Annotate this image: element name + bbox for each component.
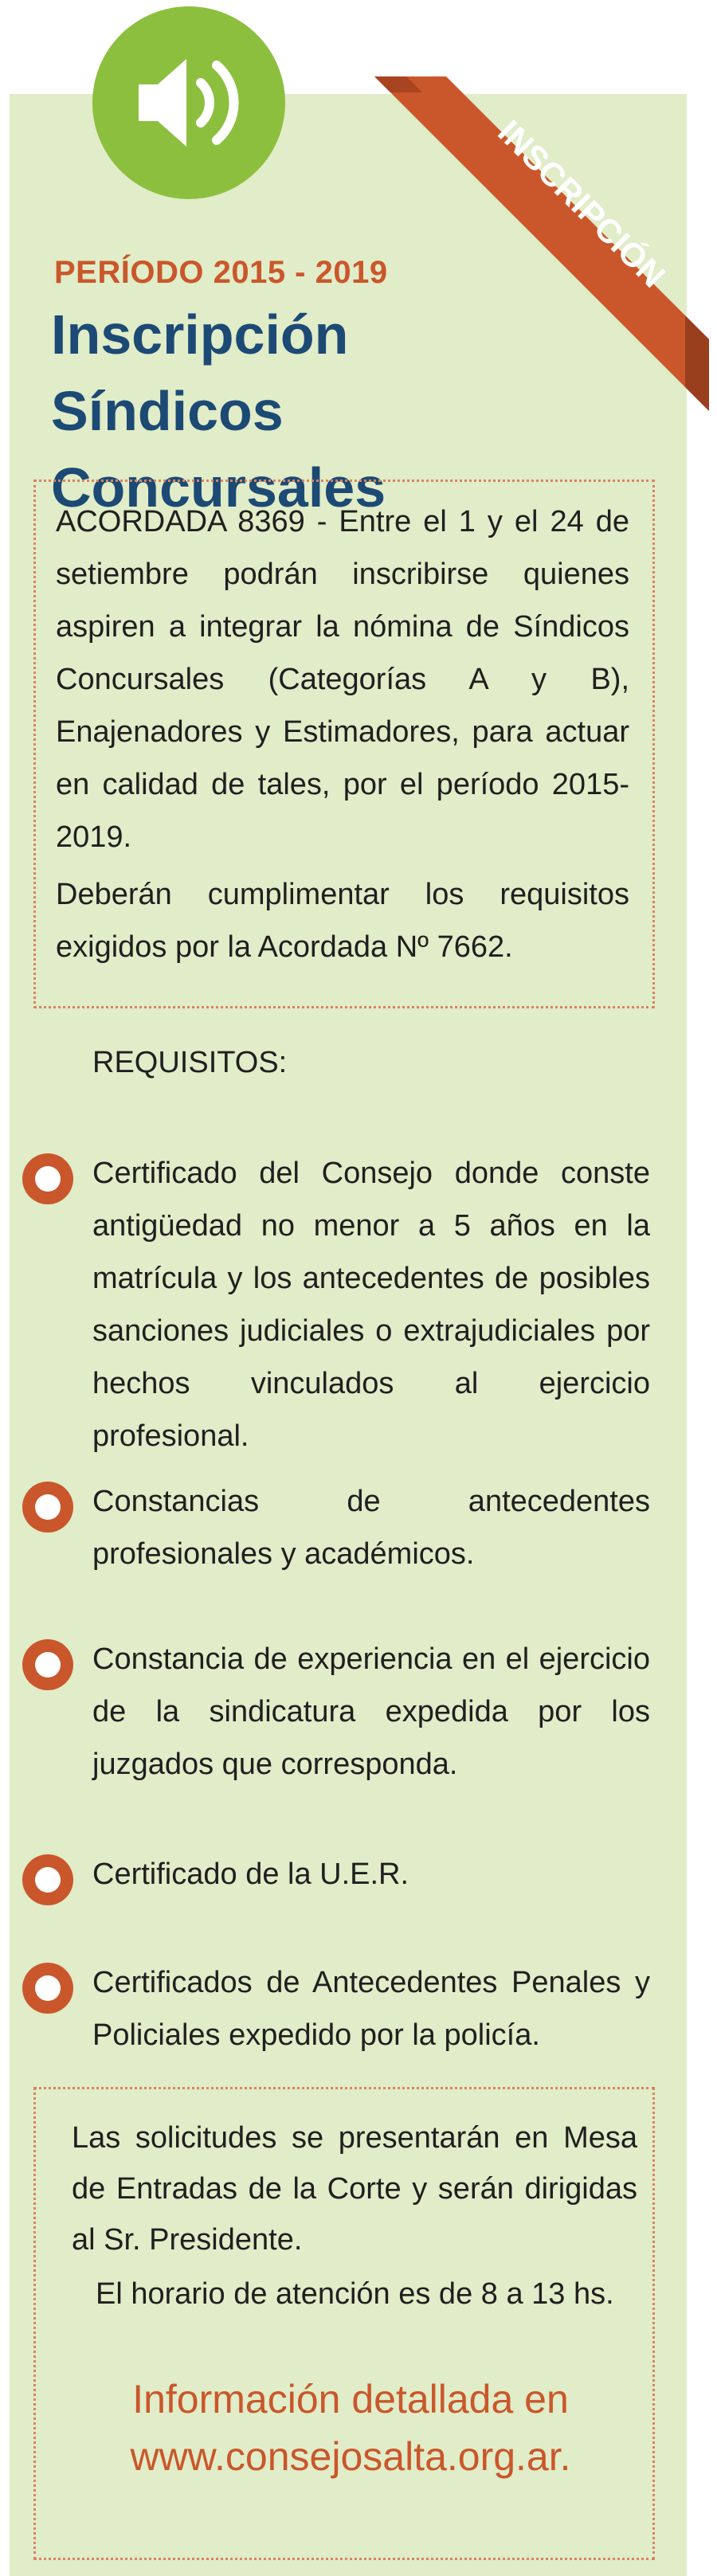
intro-paragraph-1: ACORDADA 8369 - Entre el 1 y el 24 de setiembre podrán inscribirse quienes aspiren a integrar la nómina de Síndicos Concursales (Categorías A y B), Enajenadores y Estimadores, para actuar en calidad de tales, por el período 2015-2019. [56,505,629,854]
requirement-text: Certificado de la U.E.R. [92,1858,409,1891]
period-label: PERÍODO 2015 - 2019 [54,255,388,290]
intro-paragraph-2: Deberán cumplimentar los requisitos exigidos por la Acordada Nº 7662. [56,878,629,964]
bullet-icon [22,1482,73,1533]
bullet-icon [22,1639,73,1690]
bullet-icon [22,1963,73,2014]
speaker-icon [92,6,285,199]
requirement-text: Certificado del Consejo donde conste antigüedad no menor a 5 años en la matrícula y los antecedentes de posibles sanciones judiciales o extrajudiciales por hechos vinculados al ejercicio profesional. [92,1157,650,1453]
info-text [48,2370,653,2485]
submission-text: Las solicitudes se presentarán en Mesa de Entradas de la Corte y serán dirigidas al Sr. Presidente. [72,2121,637,2257]
hours-text: El horario de atención es de 8 a 13 hs. [96,2277,614,2311]
requirements-heading: REQUISITOS: [92,1046,288,1079]
requirement-text: Certificados de Antecedentes Penales y Policiales expedido por la policía. [92,1966,650,2052]
requirement-text: Constancia de experiencia en el ejercicio de la sindicatura expedida por los juzgados que corresponda. [92,1642,650,1781]
ribbon-label: INSCRIPCIÓN [491,112,673,295]
info-line-1: Información detallada en [132,2377,569,2421]
bullet-icon [22,1153,73,1204]
bullet-icon [22,1854,73,1905]
page-title: Inscripción Síndicos Concursales [51,303,386,519]
requirement-text: Constancias de antecedentes profesionales y académicos. [92,1485,650,1571]
website-link[interactable]: www.consejosalta.org.ar. [130,2434,571,2479]
